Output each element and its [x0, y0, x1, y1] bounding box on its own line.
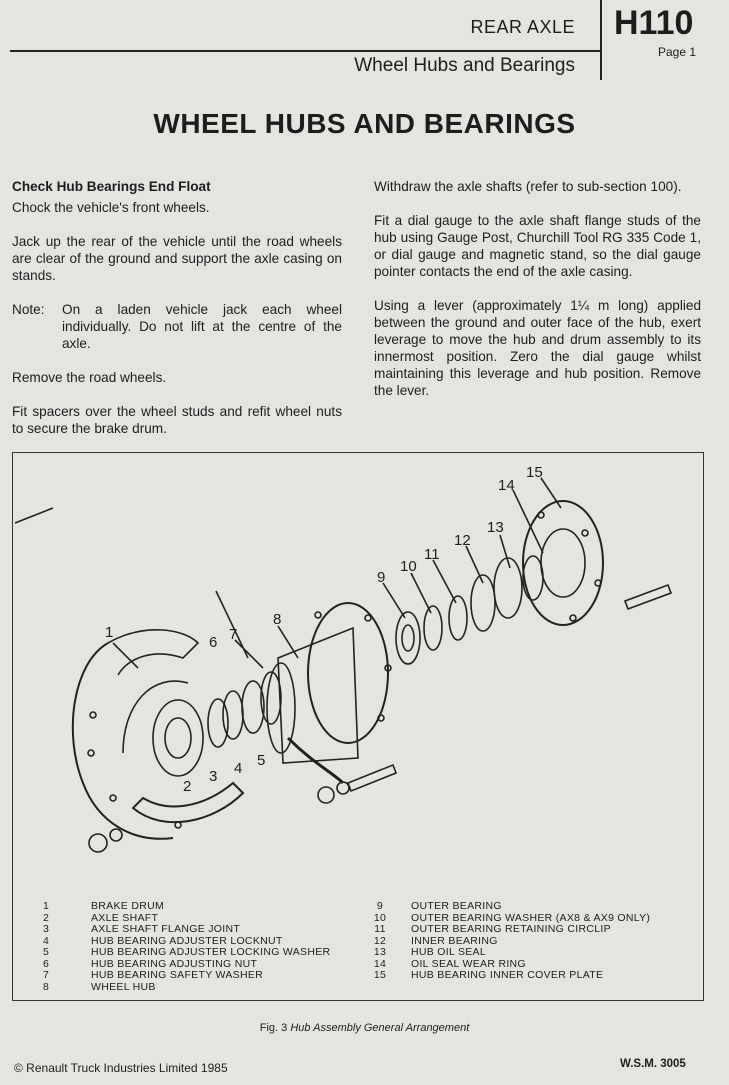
- legend-number: 11: [374, 923, 386, 935]
- paragraph-withdraw-shafts: Withdraw the axle shafts (refer to sub-section 100).: [374, 179, 682, 194]
- note-label: Note:: [12, 302, 45, 317]
- callout-6: 6: [209, 634, 218, 651]
- section-code: H110: [614, 4, 694, 42]
- legend-number: 12: [373, 934, 387, 947]
- callout-12: 12: [454, 532, 471, 549]
- legend-number: 14: [373, 957, 387, 970]
- callout-11: 11: [424, 546, 440, 563]
- legend-number: 13: [373, 946, 387, 958]
- callout-3: 3: [209, 768, 218, 785]
- legend-number: 6: [43, 957, 50, 970]
- paragraph-fit-spacers: Fit spacers over the wheel studs and refit wheel nuts to secure the brake drum.: [12, 404, 342, 436]
- left-column: [12, 178, 342, 454]
- legend-label: AXLE SHAFT FLANGE JOINT: [91, 923, 241, 935]
- legend-label: HUB BEARING INNER COVER PLATE: [411, 969, 604, 981]
- legend-label: HUB BEARING ADJUSTER LOCKNUT: [91, 934, 283, 947]
- hub-assembly-figure: [12, 452, 704, 1001]
- legend-row: [43, 901, 330, 913]
- right-column: [374, 178, 701, 416]
- legend-label: HUB OIL SEAL: [411, 946, 486, 958]
- legend-label: HUB BEARING SAFETY WASHER: [91, 969, 264, 981]
- legend-number: 1: [43, 900, 50, 912]
- legend-number: 15: [373, 969, 387, 981]
- legend-row: [43, 982, 330, 994]
- legend-label: AXLE SHAFT: [91, 911, 159, 924]
- header-divider: [600, 0, 602, 80]
- paragraph-jack-up: Jack up the rear of the vehicle until the road wheels are clear of the ground and support the axle casing on stands.: [12, 234, 342, 283]
- callout-10: 10: [400, 558, 417, 575]
- legend-number: 8: [43, 980, 50, 993]
- legend-row: [43, 947, 330, 959]
- legend-label: HUB BEARING ADJUSTER LOCKING WASHER: [91, 946, 331, 958]
- callout-14: 14: [498, 477, 515, 494]
- legend-number: 9: [376, 900, 384, 912]
- paragraph-dial-gauge: Fit a dial gauge to the axle shaft flange studs of the hub using Gauge Post, Churchill Tool RG 335 Code 1, or dial gauge and magnetic stand, so the dial gauge pointer contacts the end of the axle casing.: [374, 213, 701, 279]
- callout-1: 1: [105, 624, 114, 641]
- legend-number: 2: [43, 911, 50, 924]
- legend-right: [365, 901, 650, 982]
- legend-label: HUB BEARING ADJUSTING NUT: [91, 957, 258, 970]
- page-title: WHEEL HUBS AND BEARINGS: [153, 108, 576, 139]
- legend-row: [365, 970, 650, 982]
- legend-number: 7: [43, 969, 50, 981]
- manual-reference: W.S.M. 3005: [620, 1058, 686, 1070]
- legend-row: [43, 924, 330, 936]
- legend-label: WHEEL HUB: [91, 980, 156, 993]
- legend-row: [365, 924, 650, 936]
- callout-4: 4: [234, 760, 243, 777]
- callout-15: 15: [526, 464, 543, 481]
- legend-label: BRAKE DRUM: [91, 900, 165, 912]
- paragraph-remove-wheels: Remove the road wheels.: [12, 370, 167, 385]
- figure-caption: [0, 1022, 729, 1034]
- callout-9: 9: [377, 569, 386, 586]
- note-text: On a laden vehicle jack each wheel individually. Do not lift at the centre of the axle.: [62, 302, 342, 351]
- copyright-notice: © Renault Truck Industries Limited 1985: [14, 1061, 228, 1075]
- legend-number: 3: [43, 923, 50, 935]
- legend-label: INNER BEARING: [411, 934, 498, 947]
- procedure-heading: Check Hub Bearings End Float: [12, 179, 211, 194]
- legend-label: OUTER BEARING RETAINING CIRCLIP: [411, 923, 611, 935]
- legend-number: 4: [43, 934, 50, 947]
- header-rule: [10, 50, 600, 52]
- legend-row: [365, 936, 650, 948]
- callout-7: 7: [229, 626, 238, 643]
- callout-2: 2: [183, 778, 192, 795]
- legend-label: OUTER BEARING WASHER (AX8 & AX9 ONLY): [411, 911, 651, 924]
- legend-label: OIL SEAL WEAR RING: [411, 957, 526, 970]
- paragraph-chock-wheels: Chock the vehicle's front wheels.: [12, 200, 210, 215]
- page-number: Page 1: [658, 45, 697, 59]
- figure-number: Fig. 3: [259, 1022, 288, 1034]
- legend-label: OUTER BEARING: [411, 900, 502, 912]
- legend-row: [43, 970, 330, 982]
- legend-number: 5: [43, 946, 50, 958]
- legend-left: [43, 901, 330, 993]
- legend-row: [365, 901, 650, 913]
- callout-13: 13: [487, 519, 504, 536]
- page-subheading: Wheel Hubs and Bearings: [354, 55, 575, 76]
- callout-8: 8: [273, 611, 282, 628]
- legend-number: 10: [373, 911, 387, 924]
- section-name: REAR AXLE: [470, 17, 575, 37]
- note-block: [12, 301, 342, 352]
- callout-5: 5: [257, 752, 266, 769]
- figure-title: Hub Assembly General Arrangement: [290, 1022, 470, 1034]
- paragraph-lever: Using a lever (approximately 1¼ m long) applied between the ground and outer face of the hub, exert leverage to move the hub and drum assembly to its innermost position. Zero the dial gauge whilst maintaining this leverage and hub position. Remove the lever.: [374, 298, 701, 398]
- legend-row: [365, 947, 650, 959]
